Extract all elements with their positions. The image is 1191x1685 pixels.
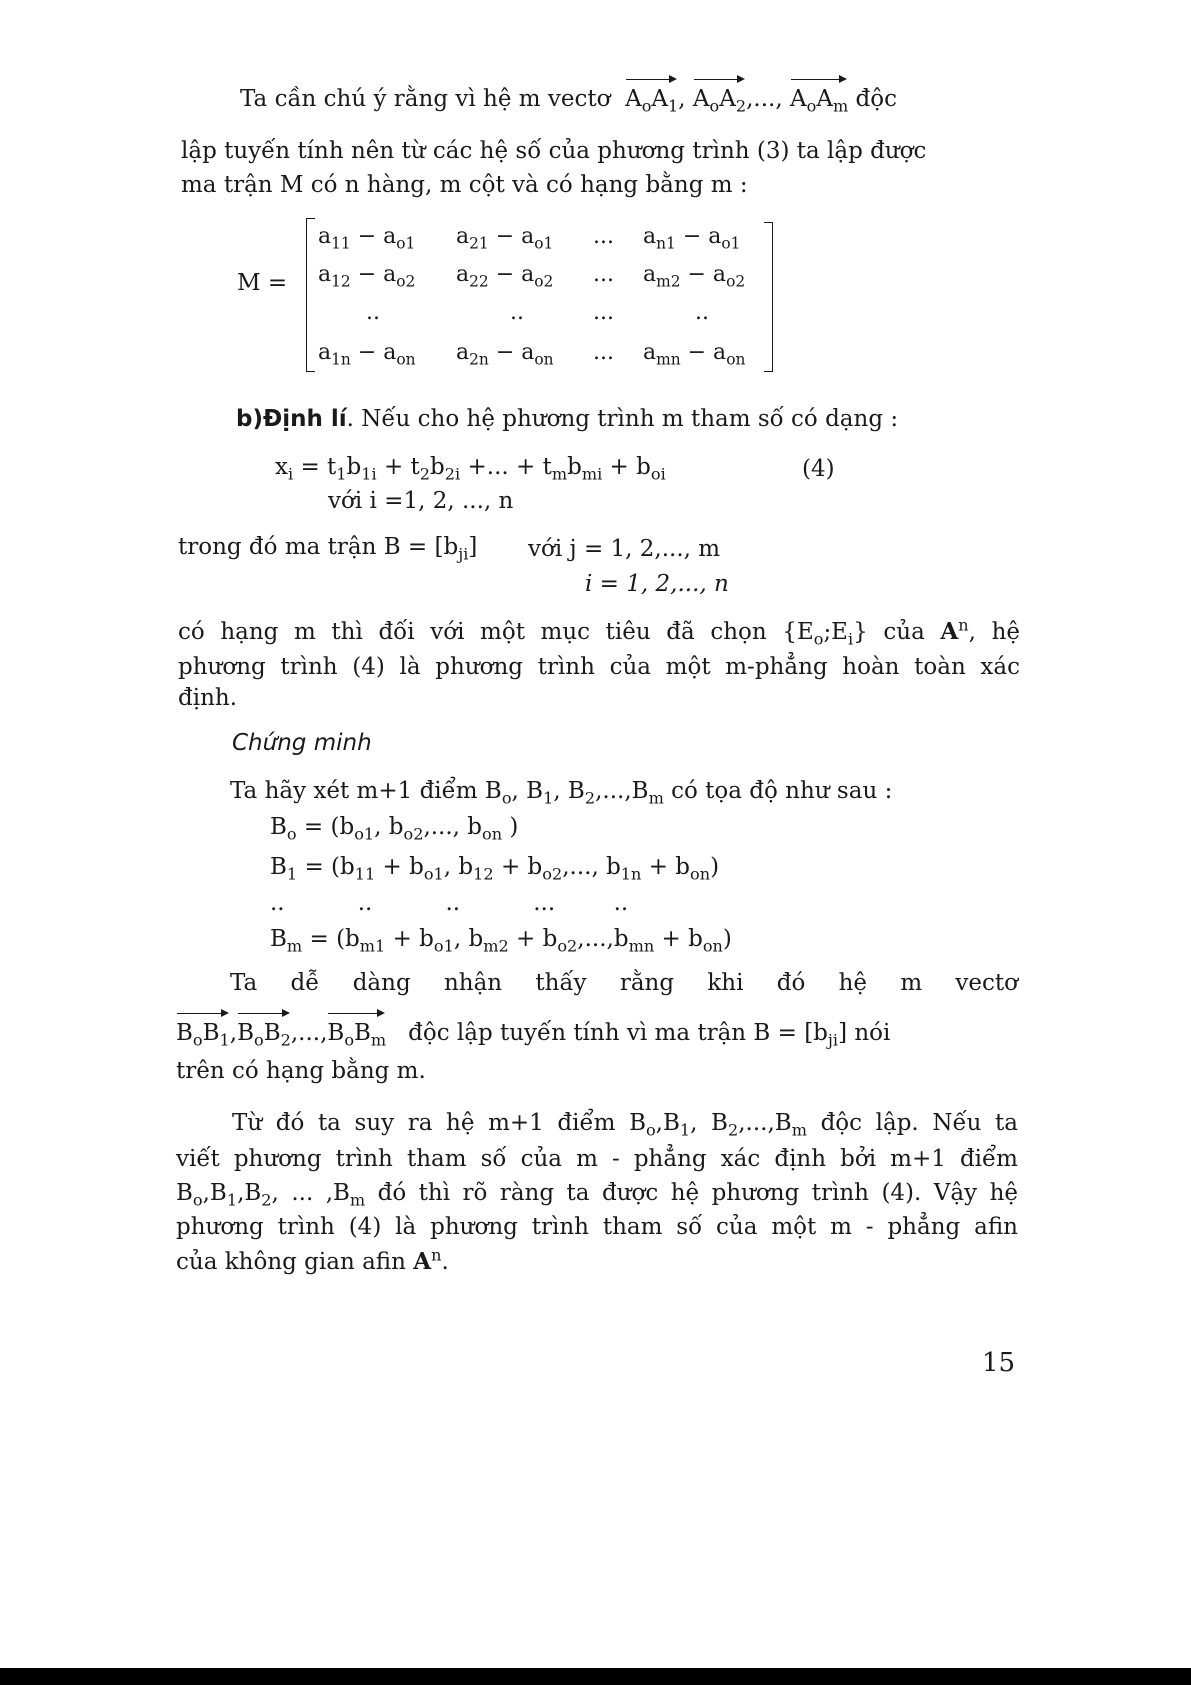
proof-para3-line5: của không gian afin $A^n$. [176,1245,449,1275]
vector-b0bm: $B_oB_m$ [327,1012,386,1049]
proof-para2-line3: trên có hạng bằng m. [176,1058,426,1084]
proof-para2-line2: $B_oB_1,B_oB_2,...,B_oB_m$ độc lập tuyến tính vì ma trận $B = [b_{ji}]$ nói [176,1012,1020,1049]
matrix-cell-4-4: $a_{mn} - a_{on}$ [643,340,746,369]
point-bm: $B_m = (b_{m1} + b_{o1}$, $b_{m2} + b_{o2},...,b_{mn} + b_{on}$) [270,926,732,956]
vector-a0a2: $A_oA_2$ [693,78,746,115]
theorem-line: b)Định lí. Nếu cho hệ phương trình m tham số có dạng : [236,406,899,432]
theorem-rank-line3: định. [178,685,238,711]
vector-b0b2: $B_oB_2$ [237,1012,291,1049]
theorem-i-range: i = 1, 2,..., n [585,571,729,597]
matrix-cell-1-2: $a_{21} - a_{o1}$ [456,224,554,253]
matrix-left-bracket [306,218,315,372]
theorem-j-range: với j = 1, 2,..., m [528,536,721,562]
theorem-equation: $x_i = t_1b_{1i} + t_2b_{2i}$ +... + $t_mb_{mi} + b_{oi}$ [275,454,666,484]
matrix-cell-2-1: $a_{12} - a_{o2}$ [318,262,416,291]
para1-line1: Ta cần chú ý rằng vì hệ m vectơ $A_oA_1$, $A_oA_2$,..., $A_oA_m$ độc [240,78,897,115]
proof-para3-line2: viết phương trình tham số của m - phẳng xác định bởi m+1 điểm [176,1146,1018,1172]
proof-para2-line1: Ta dễ dàng nhận thấy rằng khi đó hệ m vectơ [230,970,1018,996]
proof-para3-line1: Từ đó ta suy ra hệ m+1 điểm $B_o,B_1$, $B_2,...,B_m$ độc lập. Nếu ta [232,1110,1019,1140]
point-b1: $B_1 = (b_{11} + b_{o1}$, $b_{12} + b_{o2}$,..., $b_{1n} + b_{on}$) [270,854,720,884]
page-number: 15 [982,1348,1016,1378]
theorem-index-range: với i =1, 2, ..., n [328,488,514,514]
para1-line2: lập tuyến tính nên từ các hệ số của phương trình (3) ta lập được [181,138,927,164]
matrix-right-bracket [764,222,773,372]
matrix-cell-1-4: $a_{n1} - a_{o1}$ [643,224,741,253]
matrix-cell-2-4: $a_{m2} - a_{o2}$ [643,262,746,291]
matrix-cell-4-3: ... [593,340,614,365]
theorem-rank-line1: có hạng m thì đối với một mục tiêu đã chọn $\{E_o;E_i\}$ của $A^n$, hệ [178,615,1020,649]
equation-number: (4) [802,456,835,482]
para1-line3: ma trận M có n hàng, m cột và có hạng bằng m : [181,172,748,198]
matrix-cell-4-1: $a_{1n} - a_{on}$ [318,340,416,369]
point-dots: .. .. .. ... .. [270,890,629,916]
matrix-cell-1-1: $a_{11} - a_{o1}$ [318,224,416,253]
matrix-cell-3-3: ... [593,300,614,325]
matrix-cell-2-2: $a_{22} - a_{o2}$ [456,262,554,291]
matrix-cell-2-3: ... [593,262,614,287]
proof-intro: Ta hãy xét m+1 điểm $B_o$, $B_1$, $B_2,...,B_m$ có tọa độ như sau : [230,778,893,808]
vector-a0a1: $A_oA_1$ [625,78,678,115]
scan-bottom-border [0,1668,1191,1685]
theorem-heading: b)Định lí [236,406,347,432]
theorem-where: trong đó ma trận $B = [b_{ji}]$ [178,534,478,564]
vector-a0am: $A_oA_m$ [790,78,848,115]
vector-b0b1: $B_oB_1$ [176,1012,230,1049]
theorem-rank-line2: phương trình (4) là phương trình của một m-phẳng hoàn toàn xác [178,654,1020,680]
proof-para3-line4: phương trình (4) là phương trình tham số của một m - phẳng afin [176,1214,1018,1240]
matrix-cell-3-2: .. [510,300,524,325]
matrix-cell-4-2: $a_{2n} - a_{on}$ [456,340,554,369]
point-b0: $B_o = (b_{o1}$, $b_{o2}$,..., $b_{on}$ ) [270,814,519,844]
proof-para3-line3: $B_o,B_1,B_2$, ... $,B_m$ đó thì rõ ràng ta được hệ phương trình (4). Vậy hệ [176,1180,1018,1210]
matrix-cell-1-3: ... [593,224,614,249]
proof-heading: Chứng minh [232,730,372,756]
matrix-cell-3-1: .. [366,300,380,325]
matrix-label: M = [237,270,288,296]
matrix-cell-3-4: .. [695,300,709,325]
